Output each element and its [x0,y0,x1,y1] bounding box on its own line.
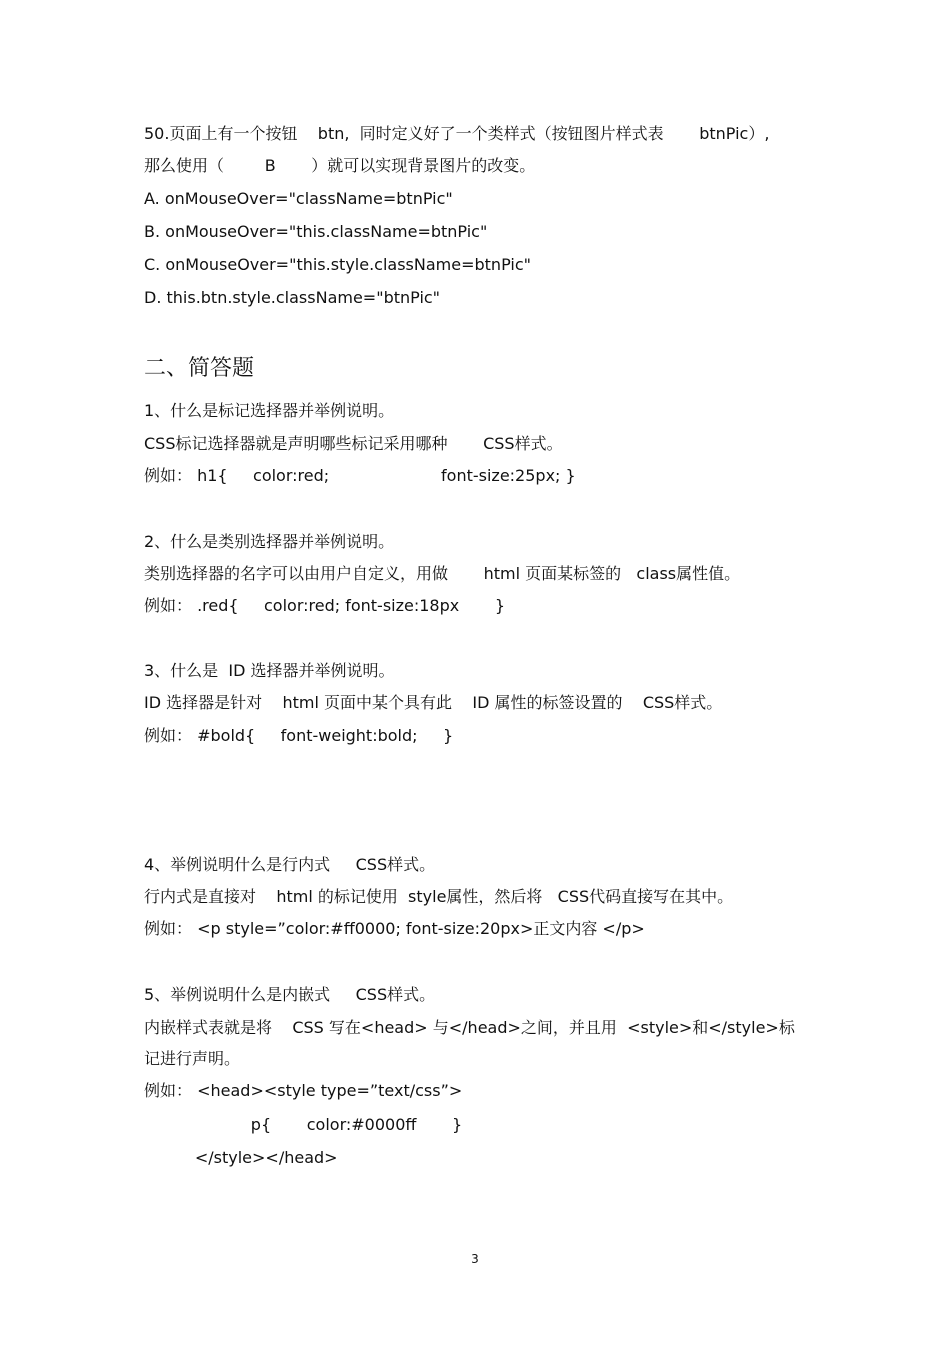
q50-line1: 50.页面上有一个按钮 btn, 同时定义好了一个类样式（按钮图片样式表 btnPic）, [144,124,770,143]
q5-question: 5、举例说明什么是内嵌式 CSS样式。 [144,985,436,1004]
q1-example: 例如： h1{ color:red; font-size:25px; } [144,466,576,485]
q50-line2: 那么使用（ B ）就可以实现背景图片的改变。 [144,156,536,175]
page-number: 3 [471,1252,479,1266]
q5-example-line2: p{ color:#0000ff } [144,1115,463,1134]
q1-answer: CSS标记选择器就是声明哪些标记采用哪种 CSS样式。 [144,434,563,453]
q4-example: 例如： <p style=”color:#ff0000; font-size:20px>正文内容 </p> [144,919,645,938]
section-title: 二、简答题 [144,356,255,381]
q4-question: 4、举例说明什么是行内式 CSS样式。 [144,855,436,874]
q4-answer: 行内式是直接对 html 的标记使用 style属性，然后将 CSS代码直接写在其中。 [144,887,734,906]
option-a: A. onMouseOver="className=btnPic" [144,189,453,208]
option-b: B. onMouseOver="this.className=btnPic" [144,222,488,241]
q5-answer-line2: 记进行声明。 [144,1049,241,1068]
q3-answer: ID 选择器是针对 html 页面中某个具有此 ID 属性的标签设置的 CSS样式。 [144,693,723,712]
q5-example-line3: </style></head> [144,1148,338,1167]
q2-question: 2、什么是类别选择器并举例说明。 [144,532,395,551]
option-c: C. onMouseOver="this.style.className=btnPic" [144,255,531,274]
q5-answer-line1: 内嵌样式表就是将 CSS 写在<head> 与</head>之间，并且用 <style>和</style>标 [144,1018,795,1037]
q1-question: 1、什么是标记选择器并举例说明。 [144,401,395,420]
q5-example-line1: 例如： <head><style type=”text/css”> [144,1081,463,1100]
q2-example: 例如： .red{ color:red; font-size:18px } [144,596,506,615]
option-d: D. this.btn.style.className="btnPic" [144,288,441,307]
q2-answer: 类别选择器的名字可以由用户自定义，用做 html 页面某标签的 class属性值。 [144,564,741,583]
q3-question: 3、什么是 ID 选择器并举例说明。 [144,661,395,680]
q3-example: 例如： #bold{ font-weight:bold; } [144,726,454,745]
